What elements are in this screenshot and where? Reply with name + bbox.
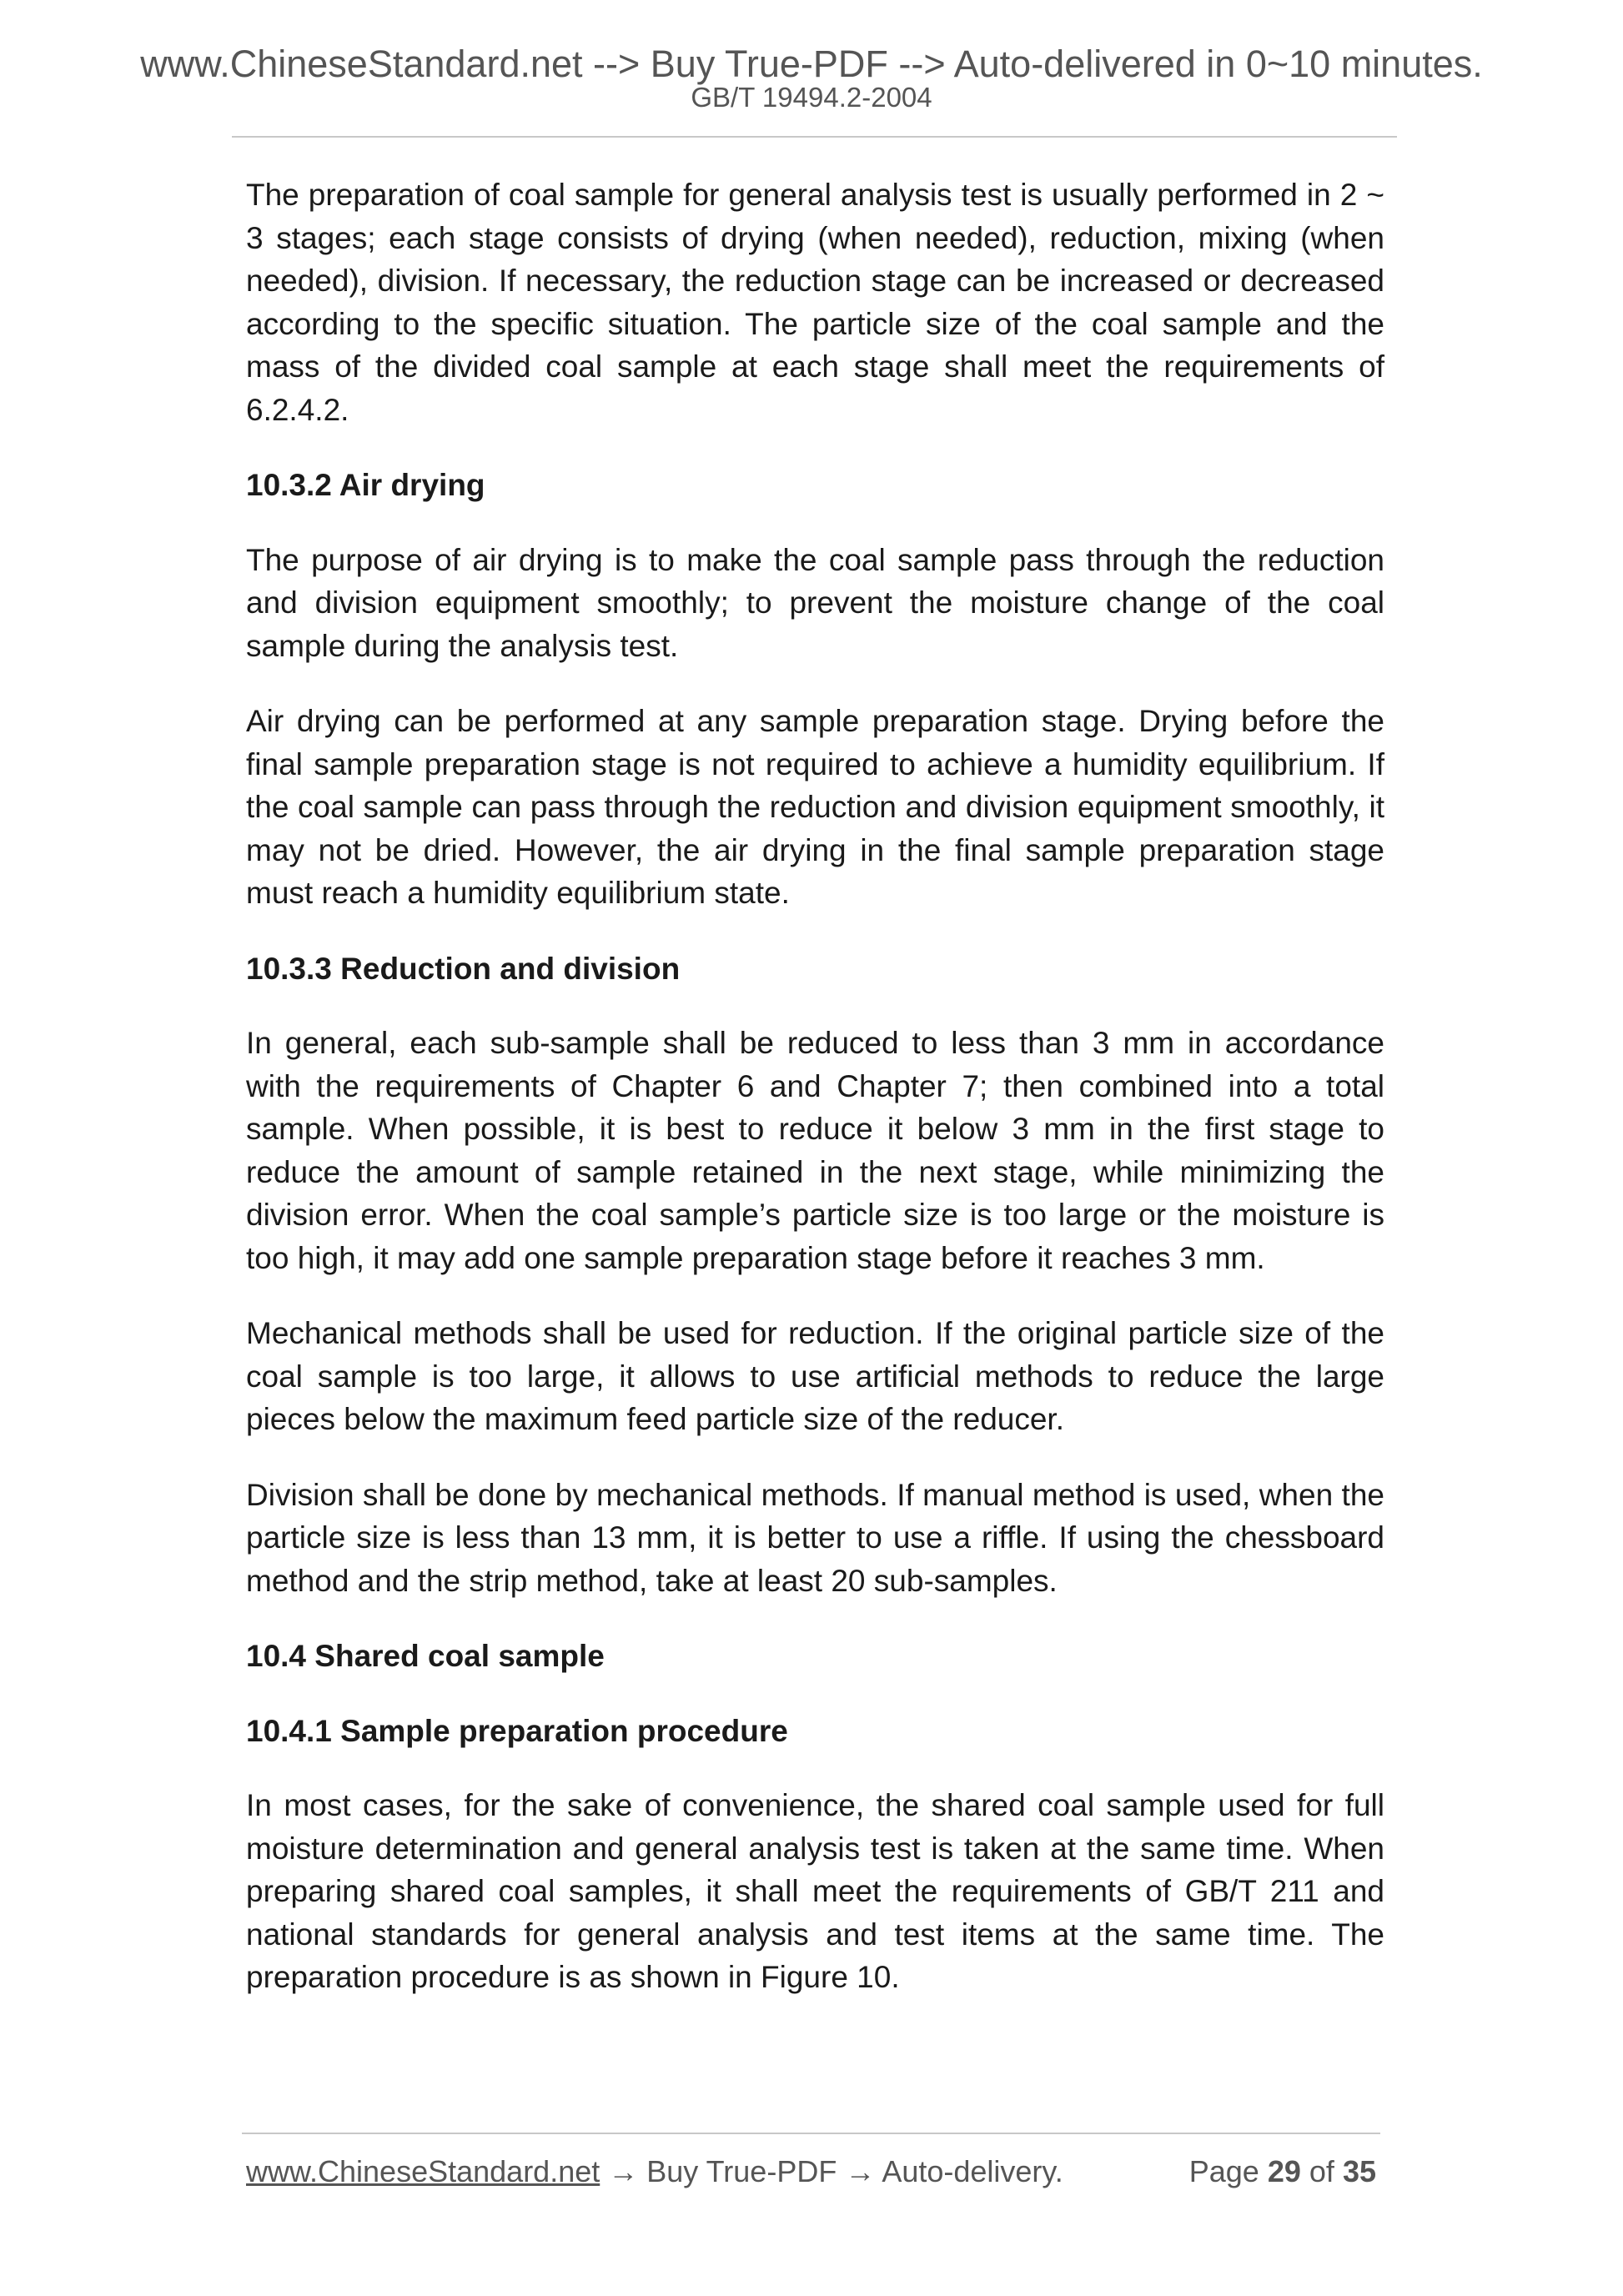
footer-promo [246,2153,1063,2190]
paragraph-division-methods: Division shall be done by mechanical methods. If manual method is used, when the particle size is less than 13 mm, it is better to use a riffle. If using the chessboard method and the strip method, take at least 20 sub-samples. [246,1477,1384,1598]
standard-code: GB/T 19494.2-2004 [691,82,932,113]
section-heading-10-3-2: 10.3.2 Air drying [246,468,485,502]
section-heading-10-4: 10.4 Shared coal sample [246,1639,605,1673]
footer-promo-text: → Buy True-PDF → Auto-delivery. [600,2154,1063,2188]
footer-divider [242,2133,1380,2134]
header-divider [232,136,1397,138]
section-heading-10-4-1: 10.4.1 Sample preparation procedure [246,1713,788,1748]
paragraph-reduction-mechanical: Mechanical methods shall be used for reduction. If the original particle size of the coal sample is too large, it allows to use artificial methods to reduce the large pieces below the maximum feed particle size of the reducer. [246,1316,1384,1436]
total-pages-number: 35 [1342,2154,1376,2188]
paragraph-coal-sample-preparation: The preparation of coal sample for general analysis test is usually performed in 2 ~ 3 stages; each stage consists of drying (when needed), reduction, mixing (when needed), division. If necessary, the reduction stage can be increased or decreased according to the specific situation. The particle size of the coal sample and the mass of the divided coal sample at each stage shall meet the requirements of 6.2.4.2. [246,178,1384,427]
current-page-number: 29 [1267,2154,1301,2188]
site-banner: www.ChineseStandard.net --> Buy True-PDF --> Auto-delivered in 0~10 minutes. [140,43,1483,85]
paragraph-reduction-general: In general, each sub-sample shall be reduced to less than 3 mm in accordance with the requirements of Chapter 6 and Chapter 7; then combined into a total sample. When possible, it is best to reduce it below 3 mm in the first stage to reduce the amount of sample retained in the next stage, while minimizing the division error. When the coal sample’s particle size is too large or the moisture is too high, it may add one sample preparation stage before it reaches 3 mm. [246,1026,1384,1275]
paragraph-air-drying-stage: Air drying can be performed at any sample preparation stage. Drying before the final sample preparation stage is not required to achieve a humidity equilibrium. If the coal sample can pass through the reduction and division equipment smoothly, it may not be dried. However, the air drying in the final sample preparation stage must reach a humidity equilibrium state. [246,704,1384,910]
paragraph-air-drying-purpose: The purpose of air drying is to make the coal sample pass through the reduction and division equipment smoothly; to prevent the moisture change of the coal sample during the analysis test. [246,542,1384,663]
page-label: Page [1188,2154,1259,2188]
paragraph-shared-sample-procedure: In most cases, for the sake of convenience, the shared coal sample used for full moisture determination and general analysis test is taken at the same time. When preparing shared coal samples, it shall meet the requirements of GB/T 211 and national standards for general analysis and test items at the same time. The preparation procedure is as shown in Figure 10. [246,1788,1384,1994]
section-heading-10-3-3: 10.3.3 Reduction and division [246,951,681,986]
page-indicator [1189,2153,1376,2190]
document-body [246,173,1384,2032]
of-label: of [1309,2154,1334,2188]
footer-site-link[interactable]: www.ChineseStandard.net [246,2154,600,2188]
